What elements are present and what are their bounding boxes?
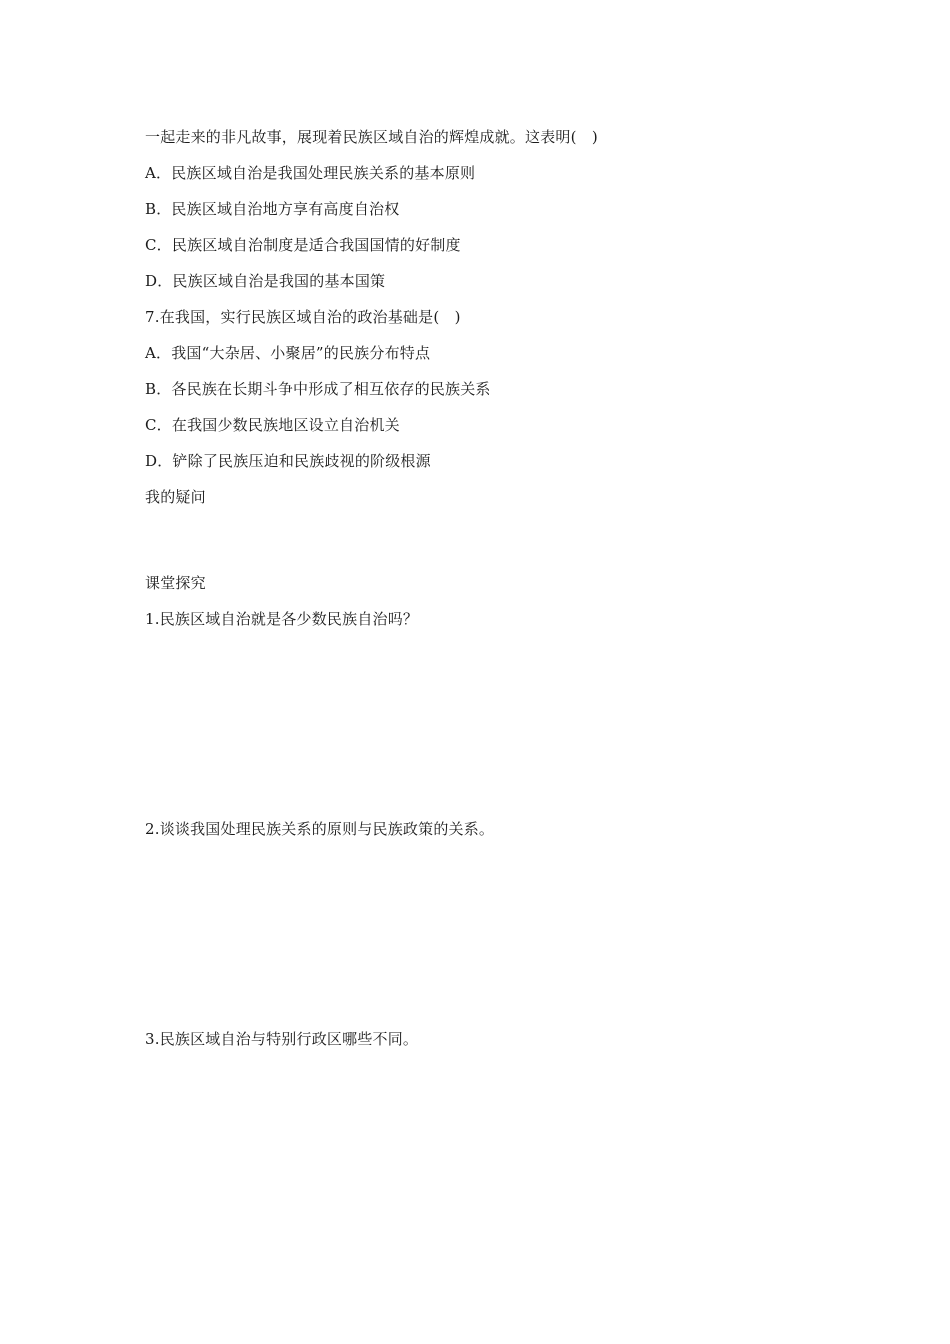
- inquiry-question-1: 1.民族区域自治就是各少数民族自治吗？: [145, 610, 419, 628]
- q6-option-d: D．民族区域自治是我国的基本国策: [145, 272, 386, 290]
- q6-option-b: B．民族区域自治地方享有高度自治权: [145, 200, 400, 218]
- q6-stem-tail: 一起走来的非凡故事，展现着民族区域自治的辉煌成就。这表明( ): [145, 128, 598, 146]
- q7-stem: 7.在我国，实行民族区域自治的政治基础是( ): [145, 308, 461, 326]
- q7-option-b: B．各民族在长期斗争中形成了相互依存的民族关系: [145, 380, 491, 398]
- q7-option-c: C．在我国少数民族地区设立自治机关: [145, 416, 400, 434]
- q6-option-c: C．民族区域自治制度是适合我国国情的好制度: [145, 236, 461, 254]
- classroom-inquiry-heading: 课堂探究: [145, 574, 206, 592]
- q7-option-d: D．铲除了民族压迫和民族歧视的阶级根源: [145, 452, 431, 470]
- inquiry-question-2: 2.谈谈我国处理民族关系的原则与民族政策的关系。: [145, 820, 495, 838]
- inquiry-question-3: 3.民族区域自治与特别行政区哪些不同。: [145, 1030, 419, 1048]
- q7-option-a: A．我国“大杂居、小聚居”的民族分布特点: [145, 344, 431, 362]
- q6-option-a: A．民族区域自治是我国处理民族关系的基本原则: [145, 164, 476, 182]
- my-questions-heading: 我的疑问: [145, 488, 206, 506]
